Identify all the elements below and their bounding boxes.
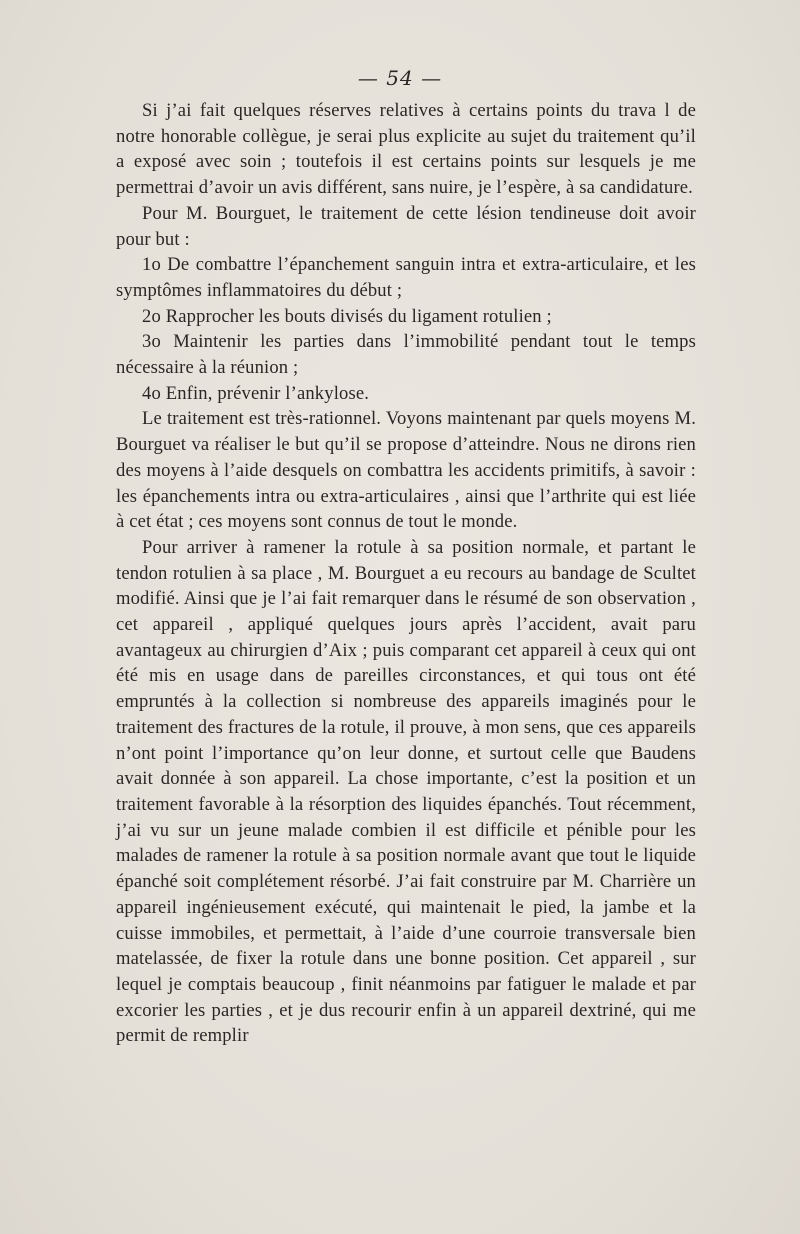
paragraph-scultet-bandage: Pour arriver à ramener la rotule à sa position normale, et partant le tendon rotulien à sa place , M. Bourguet a eu recours au bandage de Scultet modifié. Ainsi que je l’ai fait remarquer dans le résumé de son observation , cet appareil , appliqué quelques jours après l’accident, avait paru avantageux au chirurgien d’Aix ; puis comparant cet appareil à ceux qui ont été mis en usage dans de pareilles circonstances, et qui tous ont été empruntés à la collection si nombreuse des appareils imaginés pour le traitement des fractures de la rotule, il prouve, à mon sens, que ces appareils n’ont point l’importance qu’on leur donne, et surtout celle que Baudens avait donnée à son appareil. La chose importante, c’est la position et un traitement favorable à la résorption des liquides épanchés. Tout récemment, j’ai vu sur un jeune malade combien il est difficile et pénible pour les malades de ramener la rotule à sa position normale avant que tout le liquide épanché soit complétement résorbé. J’ai fait construire par M. Charrière un appareil ingénieusement exécuté, qui maintenait le pied, la jambe et la cuisse immobiles, et permettait, à l’aide d’une courroie transversale bien matelassée, de fixer la rotule dans une bonne position. Cet appareil , sur lequel je comptais beaucoup , finit néanmoins par fatiguer le malade et par excorier les parties , et je dus recourir enfin à un appareil dextriné, qui me permit de remplir bbox=[116, 536, 696, 1047]
paragraph-rational-treatment: Le traitement est très-rationnel. Voyons maintenant par quels moyens M. Bourguet va réaliser le but qu’il se propose d’atteindre. Nous ne dirons rien des moyens à l’aide desquels on combattra les accidents primitifs, à savoir : les épanchements intra ou extra-articulaires , ainsi que l’arthrite qui est liée à cet état ; ces moyens sont connus de tout le monde. bbox=[116, 408, 696, 533]
list-item-1: 1o De combattre l’épanchement sanguin intra et extra-articulaire, et les symptômes inflammatoires du début ; bbox=[116, 254, 696, 301]
paragraph-intro: Si j’ai fait quelques réserves relatives à certains points du trava l de notre honorable collègue, je serai plus explicite au sujet du traitement qu’il a exposé avec soin ; toutefois il est certains points sur lesquels je me permettrai d’avoir un avis différent, sans nuire, je l’espère, à sa candidature. bbox=[116, 100, 696, 199]
list-item-4: 4o Enfin, prévenir l’ankylose. bbox=[142, 382, 370, 404]
list-item-2: 2o Rapprocher les bouts divisés du ligament rotulien ; bbox=[142, 305, 552, 327]
page-number: — 54 — bbox=[357, 66, 443, 90]
list-item-3: 3o Maintenir les parties dans l’immobilité pendant tout le temps nécessaire à la réunion ; bbox=[116, 331, 696, 379]
paragraph-treatment-goals: Pour M. Bourguet, le traitement de cette lésion tendineuse doit avoir pour but : bbox=[116, 202, 696, 250]
body-text bbox=[116, 98, 696, 1049]
